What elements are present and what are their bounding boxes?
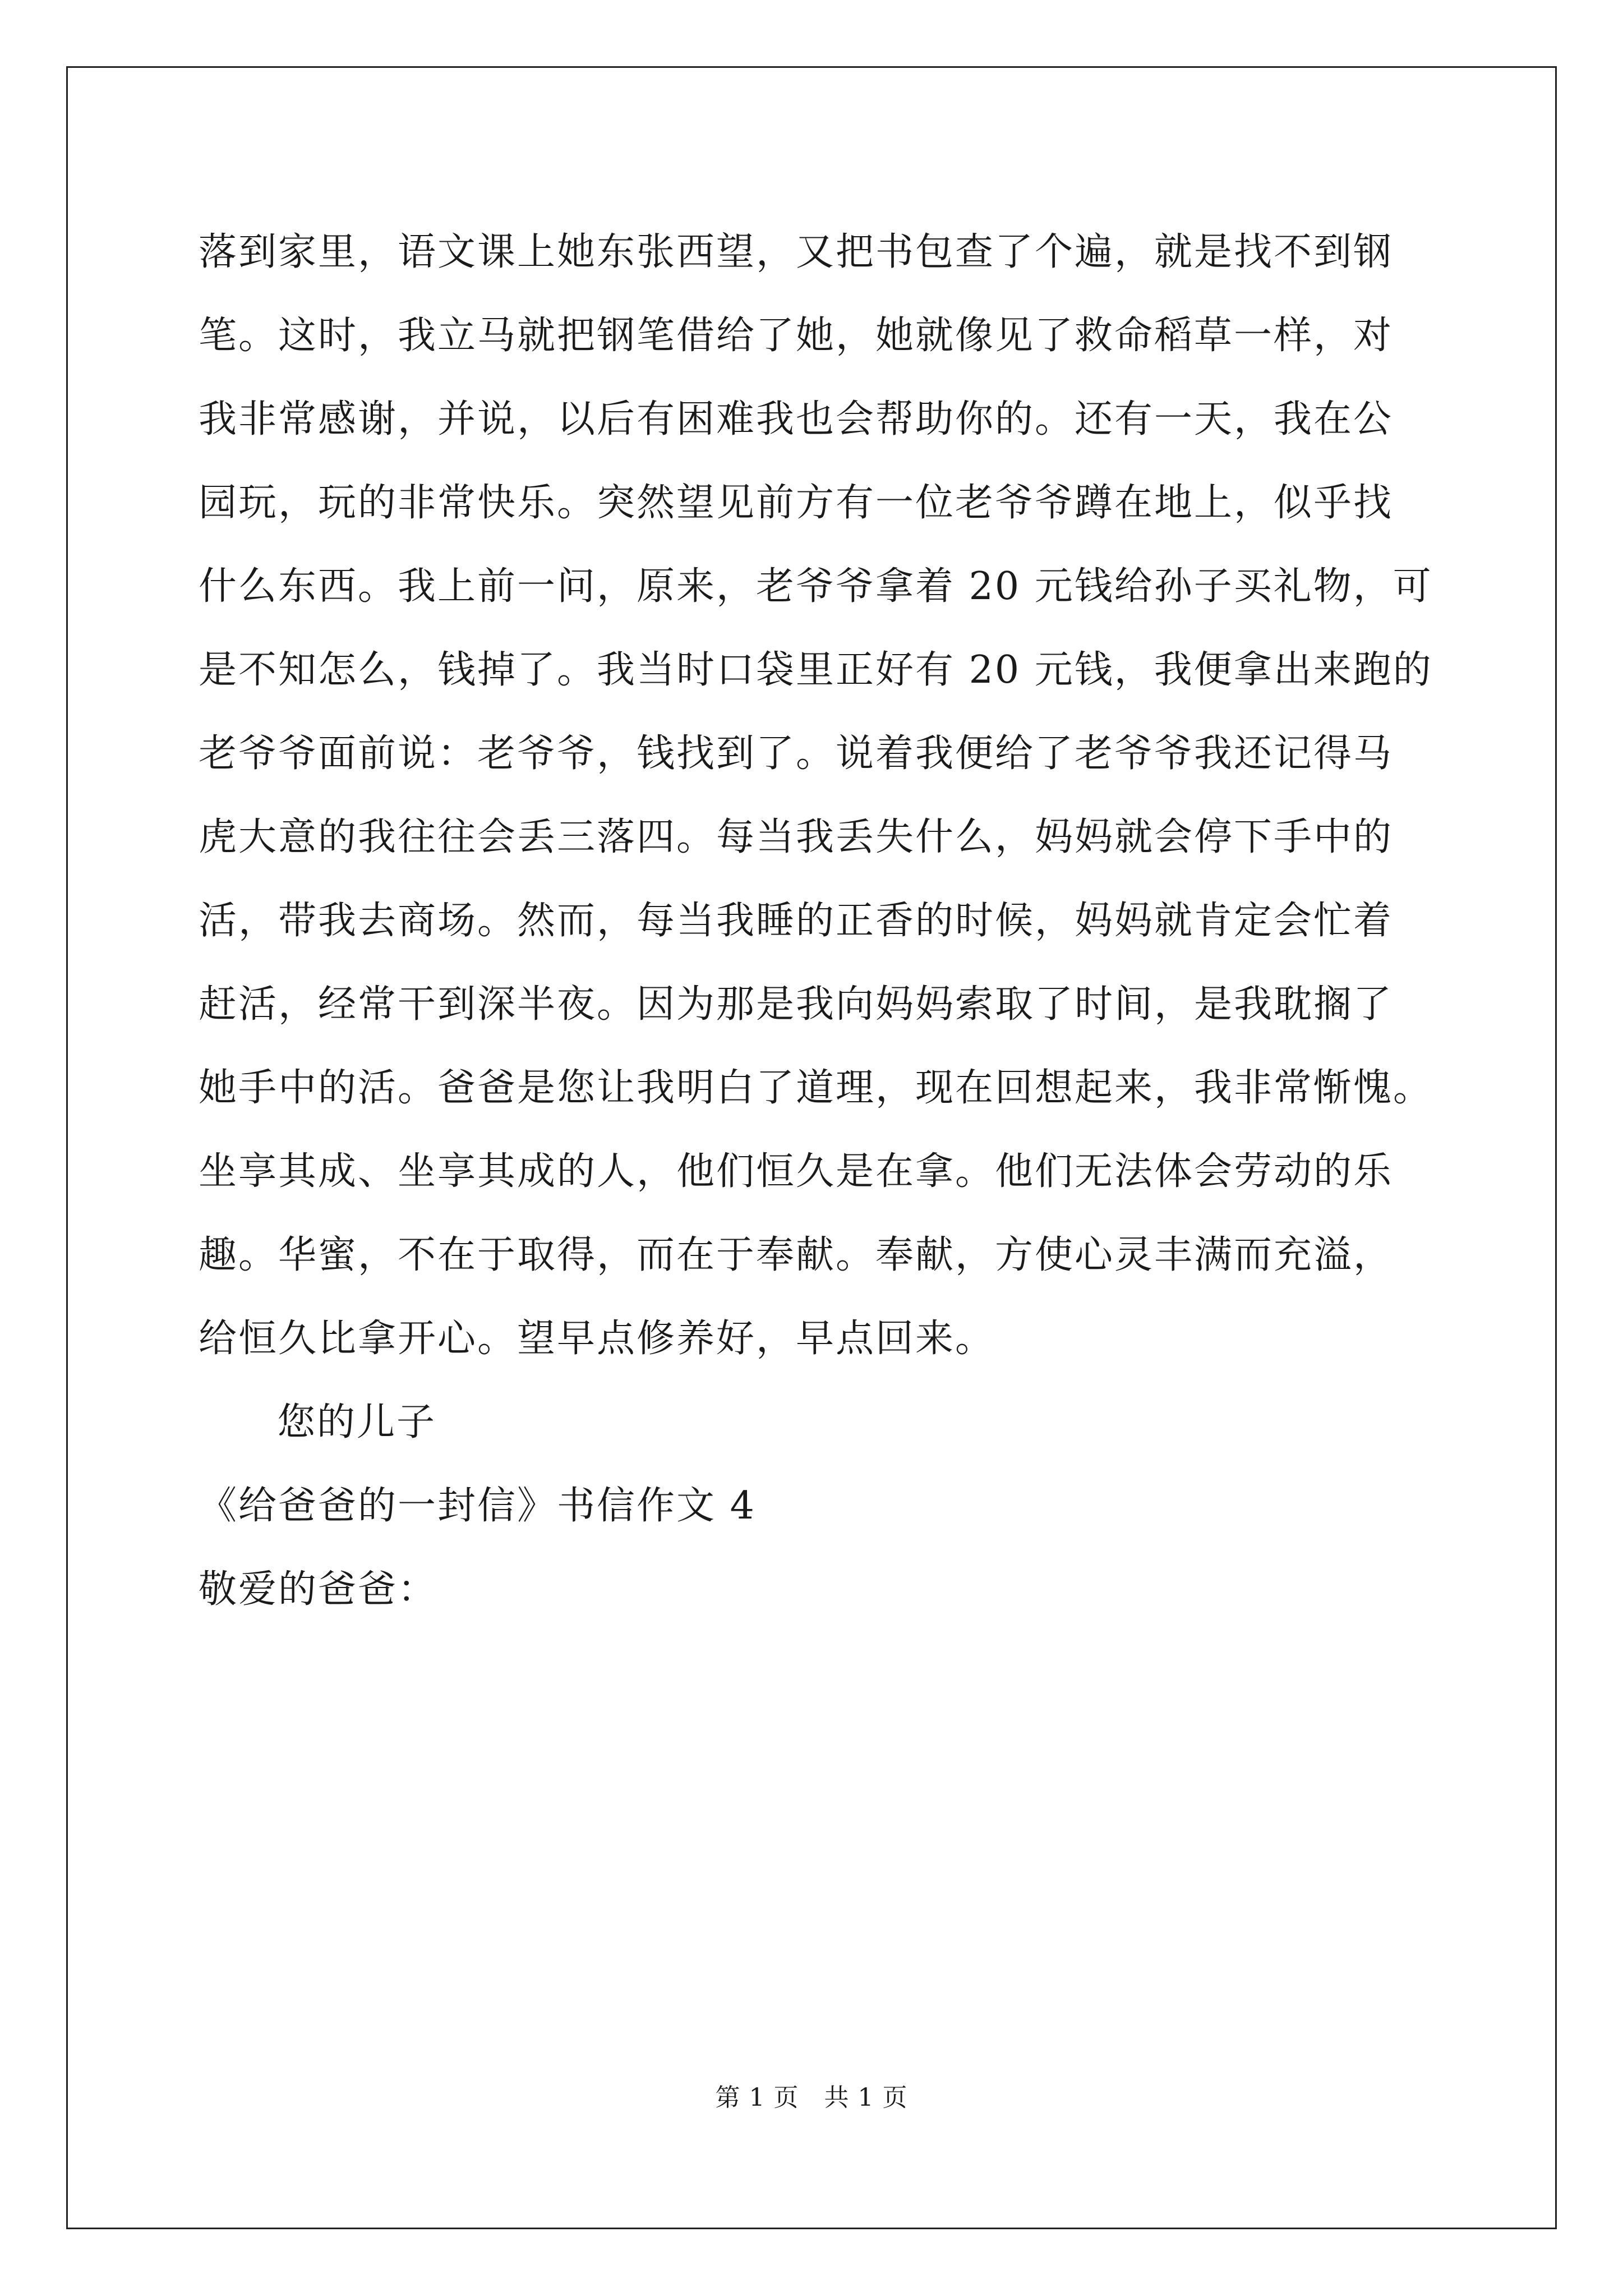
body-line: 我非常感谢，并说，以后有困难我也会帮助你的。还有一天，我在公 [199, 397, 1394, 441]
page-number-footer: 第 1 页 共 1 页 [715, 2083, 908, 2112]
document-body [199, 210, 1438, 1631]
letter-heading: 《给爸爸的一封信》书信作文 4 [199, 1484, 756, 1528]
body-line: 老爷爷面前说：老爷爷，钱找到了。说着我便给了老爷爷我还记得马 [199, 731, 1394, 776]
body-line: 落到家里，语文课上她东张西望，又把书包查了个遍，就是找不到钢 [199, 230, 1394, 274]
body-line: 虎大意的我往往会丢三落四。每当我丢失什么，妈妈就会停下手中的 [199, 815, 1394, 859]
body-line: 园玩，玩的非常快乐。突然望见前方有一位老爷爷蹲在地上，似乎找 [199, 481, 1394, 525]
body-line: 笔。这时，我立马就把钢笔借给了她，她就像见了救命稻草一样，对 [199, 314, 1394, 358]
body-line: 给恒久比拿开心。望早点修养好，早点回来。 [199, 1317, 995, 1361]
salutation-line: 敬爱的爸爸： [199, 1567, 438, 1612]
body-line: 是不知怎么，钱掉了。我当时口袋里正好有 20 元钱，我便拿出来跑的 [199, 648, 1433, 692]
signature-line: 您的儿子 [277, 1400, 437, 1444]
body-line: 赶活，经常干到深半夜。因为那是我向妈妈索取了时间，是我耽搁了 [199, 982, 1394, 1027]
body-line: 趣。华蜜，不在于取得，而在于奉献。奉献，方使心灵丰满而充溢， [199, 1233, 1394, 1277]
body-line: 活，带我去商场。然而，每当我睡的正香的时候，妈妈就肯定会忙着 [199, 899, 1394, 943]
body-line: 她手中的活。爸爸是您让我明白了道理，现在回想起来，我非常惭愧。 [199, 1066, 1433, 1110]
body-line: 坐享其成、坐享其成的人，他们恒久是在拿。他们无法体会劳动的乐 [199, 1149, 1394, 1194]
body-line: 什么东西。我上前一问，原来，老爷爷拿着 20 元钱给孙子买礼物，可 [199, 564, 1433, 609]
